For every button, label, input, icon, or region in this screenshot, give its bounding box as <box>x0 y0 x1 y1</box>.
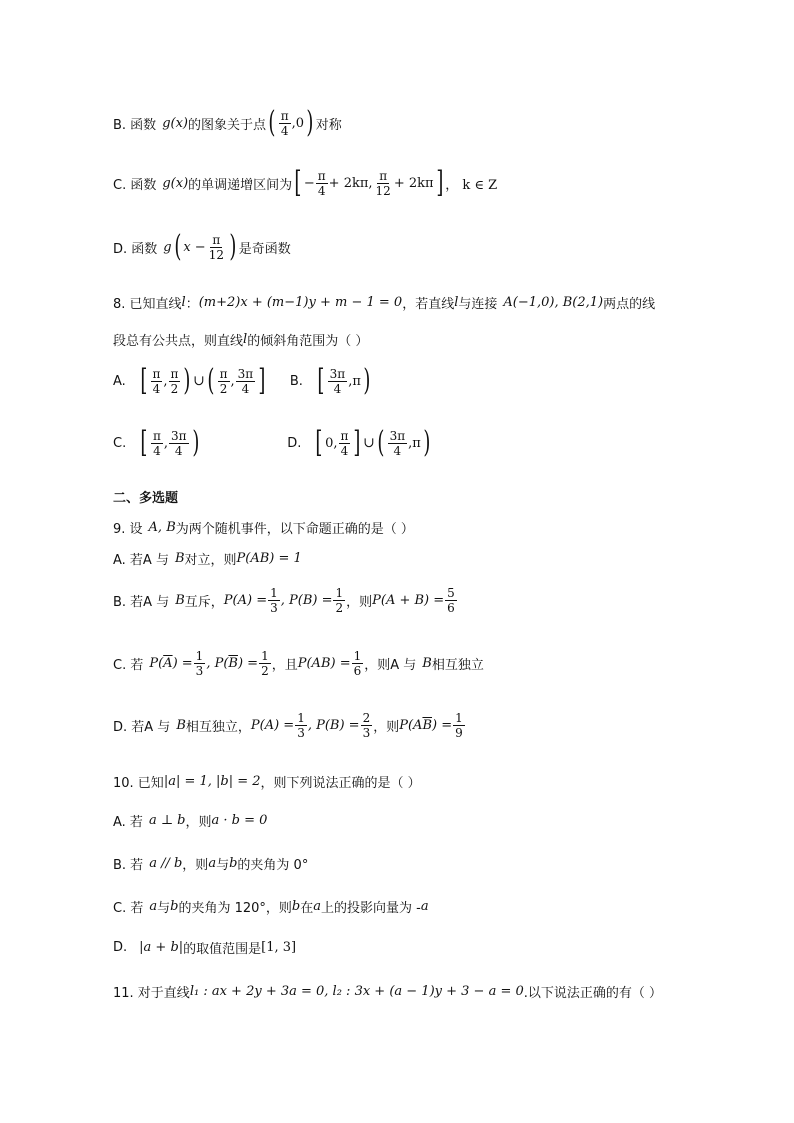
q7-b-prefix: B. 函数 <box>113 117 157 133</box>
q9-option-a: A. 若A 与 B 对立，则 P(AB) = 1 <box>113 551 302 568</box>
q8-c-label: C. <box>113 435 127 451</box>
q7-option-c: C. 函数 g(x) 的单调递增区间为 [ − $\frac{\pi}{4}$ + 2kπ, $\frac{\pi}{12}$ + 2kπ ] ， k ∈ Z <box>113 165 498 200</box>
q11-stem: 11. 对于直线 l₁ : ax + 2y + 3a = 0, l₂ : 3x + (a − 1)y + 3 − a = 0 .以下说法正确的有（ ） <box>113 984 663 1001</box>
q8-a-label: A. <box>113 373 126 389</box>
q7-option-d: D. 函数 g ( x − $\frac{\pi}{12}$ ) 是奇函数 <box>113 229 291 264</box>
q8-d-label: D. <box>287 435 302 451</box>
q10-stem: 10. 已知 |a| = 1, |b| = 2 ，则下列说法正确的是（ ） <box>113 774 421 791</box>
q7-c-function: g(x) <box>162 175 189 191</box>
q8-stem-line-1: 8. 已知直线 l ： (m+2)x + (m−1)y + m − 1 = 0 ，若直线 l 与连接 A(−1,0), B(2,1) 两点的线 <box>113 295 656 312</box>
q7-b-suffix: 对称 <box>315 117 342 133</box>
q9-option-c: C. 若 P( $\overline{A}$ ) = $\frac{1}{3}$ , P( $\overline{B}$ ) = $\frac{1}{2}$ ，且 P(AB) = $\frac{1}{6}$ ，则A 与 B 相互独立 <box>113 649 484 678</box>
q8-options-ab: A. [ $\frac{\pi}{4}$ , $\frac{\pi}{2}$ ) ∪ ( $\frac{\pi}{2}$ , $\frac{3\pi}{4}$ ] B. [ $\frac{3\pi}{4}$ ,π ) <box>113 363 371 398</box>
q9-option-b: B. 若A 与 B 互斥， P(A) = $\frac{1}{3}$ , P(B) = $\frac{1}{2}$ ，则 P(A + B) = $\frac{5}{6}$ <box>113 586 455 615</box>
q9-stem: 9. 设 A, B 为两个随机事件，以下命题正确的是（ ） <box>113 520 414 537</box>
q10-option-d: D. |a + b| 的取值范围是 [1, 3] <box>113 940 297 957</box>
q7-c-text: 的单调递增区间为 <box>188 177 293 193</box>
q10-option-a: A. 若 a ⊥ b ，则 a · b = 0 <box>113 813 268 830</box>
q7-b-fraction: $\frac{\pi}{4}$ <box>280 108 289 138</box>
q8-b-label: B. <box>289 373 303 389</box>
q7-c-fraction-2: $\frac{\pi}{12}$ <box>375 168 391 198</box>
q7-b-text: 的图象关于点 <box>187 117 266 133</box>
section-multiple-choice-heading: 二、多选题 <box>113 491 179 506</box>
q7-d-prefix: D. 函数 <box>113 241 158 257</box>
q9-option-d: D. 若A 与 B 相互独立， P(A) = $\frac{1}{3}$ , P(B) = $\frac{2}{3}$ ，则 P(A $\overline{B}$ ) = $\frac{1}{9}$ <box>113 711 463 740</box>
q10-option-b: B. 若 a // b ，则 a 与 b 的夹角为 0° <box>113 856 309 873</box>
q8-points: A(−1,0), B(2,1) <box>503 295 604 310</box>
q8-line-equation: (m+2)x + (m−1)y + m − 1 = 0 <box>198 295 403 310</box>
q10-option-c: C. 若 a 与 b 的夹角为 120°，则 b 在 a 上的投影向量为 - a <box>113 899 429 916</box>
q8-options-cd: C. [ $\frac{\pi}{4}$ , $\frac{3\pi}{4}$ ) D. [ 0, $\frac{\pi}{4}$ ] ∪ ( $\frac{3\pi}{4}$ ,π ) <box>113 425 431 460</box>
q7-b-function: g(x) <box>162 115 188 131</box>
q7-c-prefix: C. 函数 <box>113 177 157 193</box>
q7-c-fraction-1: $\frac{\pi}{4}$ <box>317 168 326 198</box>
q8-stem-line-2: 段总有公共点，则直线 l 的倾斜角范围为（ ） <box>113 332 369 349</box>
q7-option-b: B. 函数 g(x) 的图象关于点 ( $\frac{\pi}{4}$ ,0 ) 对称 <box>113 105 342 140</box>
q7-d-suffix: 是奇函数 <box>238 241 291 257</box>
q7-d-fraction: $\frac{\pi}{12}$ <box>208 232 224 262</box>
q7-c-suffix: ， k ∈ Z <box>445 177 498 193</box>
